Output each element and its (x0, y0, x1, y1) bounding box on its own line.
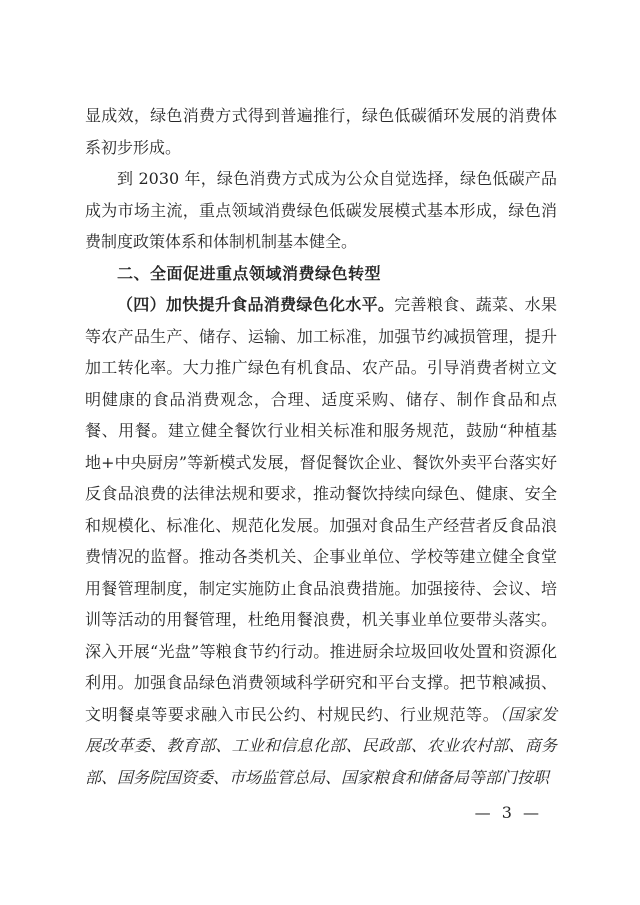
text-run-bold: 二、全面促进重点领域消费绿色转型 (117, 263, 382, 283)
page-number: — 3 — (474, 803, 542, 822)
text-run-kai: （国家发展改革委、教育部、工业和信息化部、民政部、农业农村部、商务部、国务院国资委、市场监管总局、国家粮食和储备局等部门按职 (85, 704, 557, 787)
paragraph (85, 163, 557, 258)
section-heading (85, 258, 557, 290)
text-run-normal: 到 2030 年，绿色消费方式成为公众自觉选择，绿色低碳产品成为市场主流，重点领域消费绿色低碳发展模式基本形成，绿色消费制度政策体系和体制机制基本健全。 (85, 169, 557, 251)
paragraph (85, 289, 557, 793)
text-run-bold: （四）加快提升食品消费绿色化水平。 (117, 295, 395, 314)
document-body (85, 100, 557, 793)
text-run-normal: 完善粮食、蔬菜、水果等农产品生产、储存、运输、加工标准，加强节约减损管理，提升加工转化率。大力推广绿色有机食品、农产品。引导消费者树立文明健康的食品消费观念，合理、适度采购、储存、制作食品和点餐、用餐。建立健全餐饮行业相关标准和服务规范，鼓励“种植基地+中央厨房”等新模式发展，督促餐饮企业、餐饮外卖平台落实好反食品浪费的法律法规和要求，推动餐饮持续向绿色、健康、安全和规模化、标准化、规范化发展。加强对食品生产经营者反食品浪费情况的监督。推动各类机关、企事业单位、学校等建立健全食堂用餐管理制度，制定实施防止食品浪费措施。加强接待、会议、培训等活动的用餐管理，杜绝用餐浪费，机关事业单位要带头落实。深入开展“光盘”等粮食节约行动。推进厨余垃圾回收处置和资源化利用。加强食品绿色消费领域科学研究和平台支撑。把节粮减损、文明餐桌等要求融入市民公约、村规民约、行业规范等。 (85, 295, 557, 724)
paragraph (85, 100, 557, 163)
text-run-normal: 显成效，绿色消费方式得到普遍推行，绿色低碳循环发展的消费体系初步形成。 (85, 106, 557, 157)
